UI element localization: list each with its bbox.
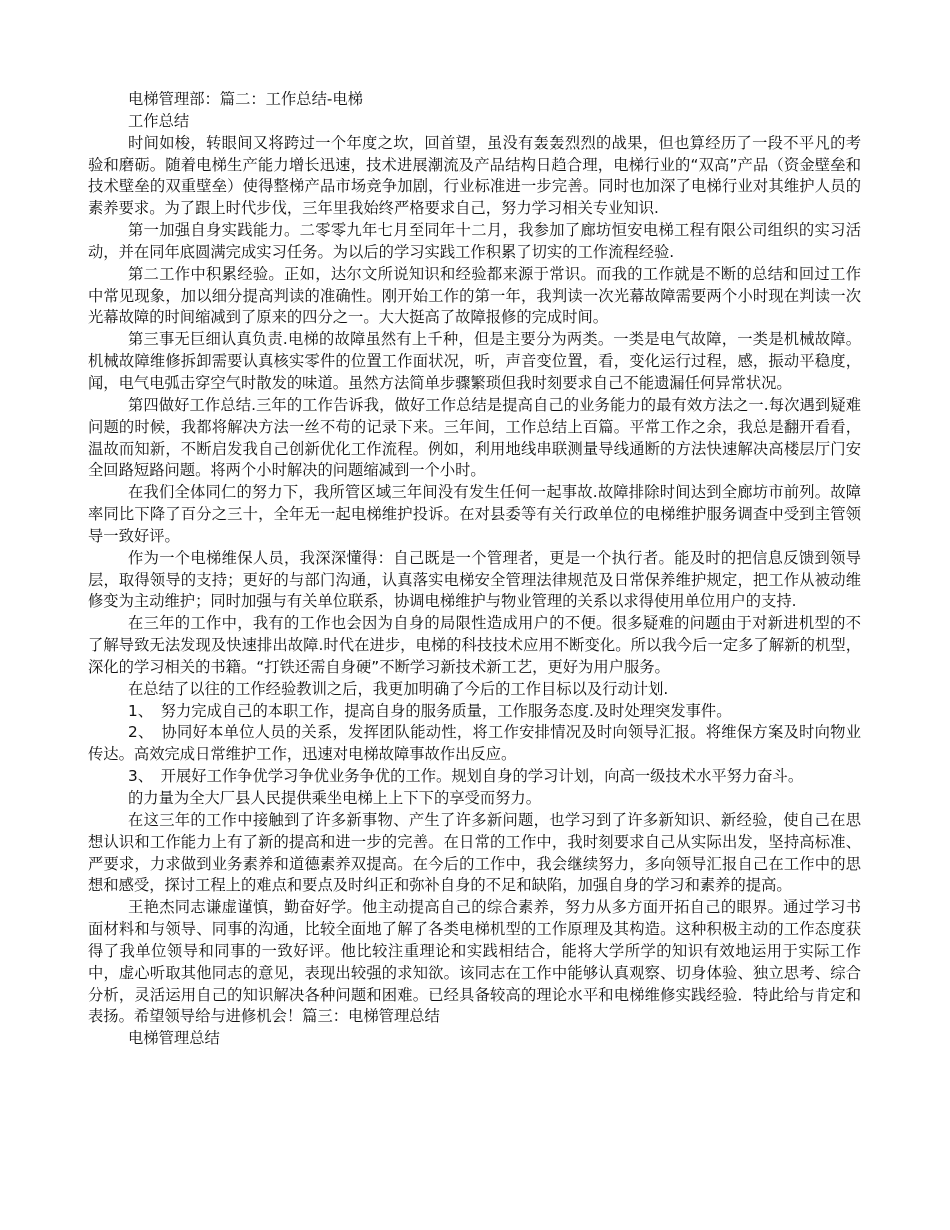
paragraph-third-point: 第三事无巨细认真负责.电梯的故障虽然有上千种，但是主要分为两类。一类是电气故障，一类是机械故障。机械故障维修拆卸需要认真核实零件的位置工作面状况，听，声音变位置，看，变化运行过程，感，振动平稳度，闻，电气电弧击穿空气时散发的味道。虽然方法简单步骤繁琐但我时刻要求自己不能遗漏任何异常状况。: [88, 330, 861, 392]
paragraph-results: 在我们全体同仁的努力下，我所管区域三年间没有发生任何一起事故.故障排除时间达到全廊坊市前列。故障率同比下降了百分之三十，全年无一起电梯维护投诉。在对县委等有关行政单位的电梯维护服务调查中受到主管领导一致好评。: [88, 483, 861, 545]
document-body: [88, 89, 861, 1050]
paragraph-second-point: 第二工作中积累经验。正如，达尔文所说知识和经验都来源于常识。而我的工作就是不断的总结和回过工作中常见现象，加以细分提高判读的准确性。刚开始工作的第一年，我判读一次光幕故障需要两个小时现在判读一次光幕故障的时间缩减到了原来的四分之一。大大挺高了故障报修的完成时间。: [88, 264, 861, 327]
plan-item-2: 2、 协同好本单位人员的关系，发挥团队能动性，将工作安排情况及时向领导汇报。将维保方案及时向物业传达。高效完成日常维护工作，迅速对电梯故障事故作出反应。: [88, 723, 861, 764]
document-title: 电梯管理部：篇二：工作总结-电梯: [128, 90, 363, 108]
section-heading: 工作总结: [128, 111, 190, 130]
paragraph-shortcomings: 在三年的工作中，我有的工作也会因为自身的局限性造成用户的不便。很多疑难的问题由于对新进机型的不了解导致无法发现及快速排出故障.时代在进步，电梯的科技技术应用不断变化。所以我今后一定多了解新的机型，深化的学习相关的书籍。“打铁还需自身硬”不断学习新技术新工艺，更好为用户服务。: [88, 614, 861, 676]
paragraph-effort: 的力量为全大厂县人民提供乘坐电梯上上下下的享受而努力。: [128, 789, 542, 807]
closing-heading: 电梯管理总结: [128, 1029, 220, 1048]
plan-item-1: 1、 努力完成自己的本职工作，提高自身的服务质量，工作服务态度.及时处理突发事件。: [128, 701, 732, 720]
paragraph-evaluation: 王艳杰同志谦虚谨慎，勤奋好学。他主动提高自己的综合素养，努力从多方面开拓自己的眼界。通过学习书面材料和与领导、同事的沟通，比较全面地了解了各类电梯机型的工作原理及其构造。这种积极主动的工作态度获得了我单位领导和同事的一致好评。他比较注重理论和实践相结合，能将大学所学的知识有效地运用于实际工作中，虚心听取其他同志的意见，表现出较强的求知欲。该同志在工作中能够认真观察、切身体验、独立思考、综合分析，灵活运用自己的知识解决各种问题和困难。已经具备较高的理论水平和电梯维修实践经验．特此给与肯定和表扬。希望领导给与进修机会！篇三：电梯管理总结: [88, 898, 861, 1026]
paragraph-three-years: 在这三年的工作中接触到了许多新事物、产生了许多新问题，也学习到了许多新知识、新经验，使自己在思想认识和工作能力上有了新的提高和进一步的完善。在日常的工作中，我时刻要求自己从实际出发，坚持高标准、严要求，力求做到业务素养和道德素养双提高。在今后的工作中，我会继续努力，多向领导汇报自己在工作中的思想和感受，探讨工程上的难点和要点及时纠正和弥补自身的不足和缺陷，加强自身的学习和素养的提高。: [88, 810, 861, 895]
paragraph-plan-intro: 在总结了以往的工作经验教训之后，我更加明确了今后的工作目标以及行动计划.: [128, 679, 669, 698]
paragraph-fourth-point: 第四做好工作总结.三年的工作告诉我，做好工作总结是提高自己的业务能力的最有效方法之一.每次遇到疑难问题的时候，我都将解决方法一丝不苟的记录下来。三年间，工作总结上百篇。平常工作之余，我总是翻开看看，温故而知新，不断启发我自己创新优化工作流程。例如，利用地线串联测量导线通断的方法快速解决高楼层厅门安全回路短路问题。将两个小时解决的问题缩减到一个小时。: [88, 395, 861, 480]
paragraph-intro: 时间如梭，转眼间又将跨过一个年度之坎，回首望，虽没有轰轰烈烈的战果，但也算经历了一段不平凡的考验和磨砺。随着电梯生产能力增长迅速，技术进展潮流及产品结构日趋合理，电梯行业的“双高”产品（资金壁垒和技术壁垒的双重壁垒）使得整梯产品市场竞争加剧，行业标准进一步完善。同时也加深了电梯行业对其维护人员的素养要求。为了跟上时代步伐，三年里我始终严格要求自己，努力学习相关专业知识.: [88, 133, 861, 218]
paragraph-first-point: 第一加强自身实践能力。二零零九年七月至同年十二月，我参加了廊坊恒安电梯工程有限公司组织的实习活动，并在同年底圆满完成实习任务。为以后的学习实践工作积累了切实的工作流程经验.: [88, 221, 861, 261]
plan-item-3: 3、 开展好工作争优学习争优业务争优的工作。规划自身的学习计划，向高一级技术水平努力奋斗。: [128, 767, 804, 786]
paragraph-role: 作为一个电梯维保人员，我深深懂得：自己既是一个管理者，更是一个执行者。能及时的把信息反馈到领导层，取得领导的支持；更好的与部门沟通，认真落实电梯安全管理法律规范及日常保养维护规定，把工作从被动维修变为主动维护；同时加强与有关单位联系，协调电梯维护与物业管理的关系以求得使用单位用户的支持.: [88, 548, 861, 611]
